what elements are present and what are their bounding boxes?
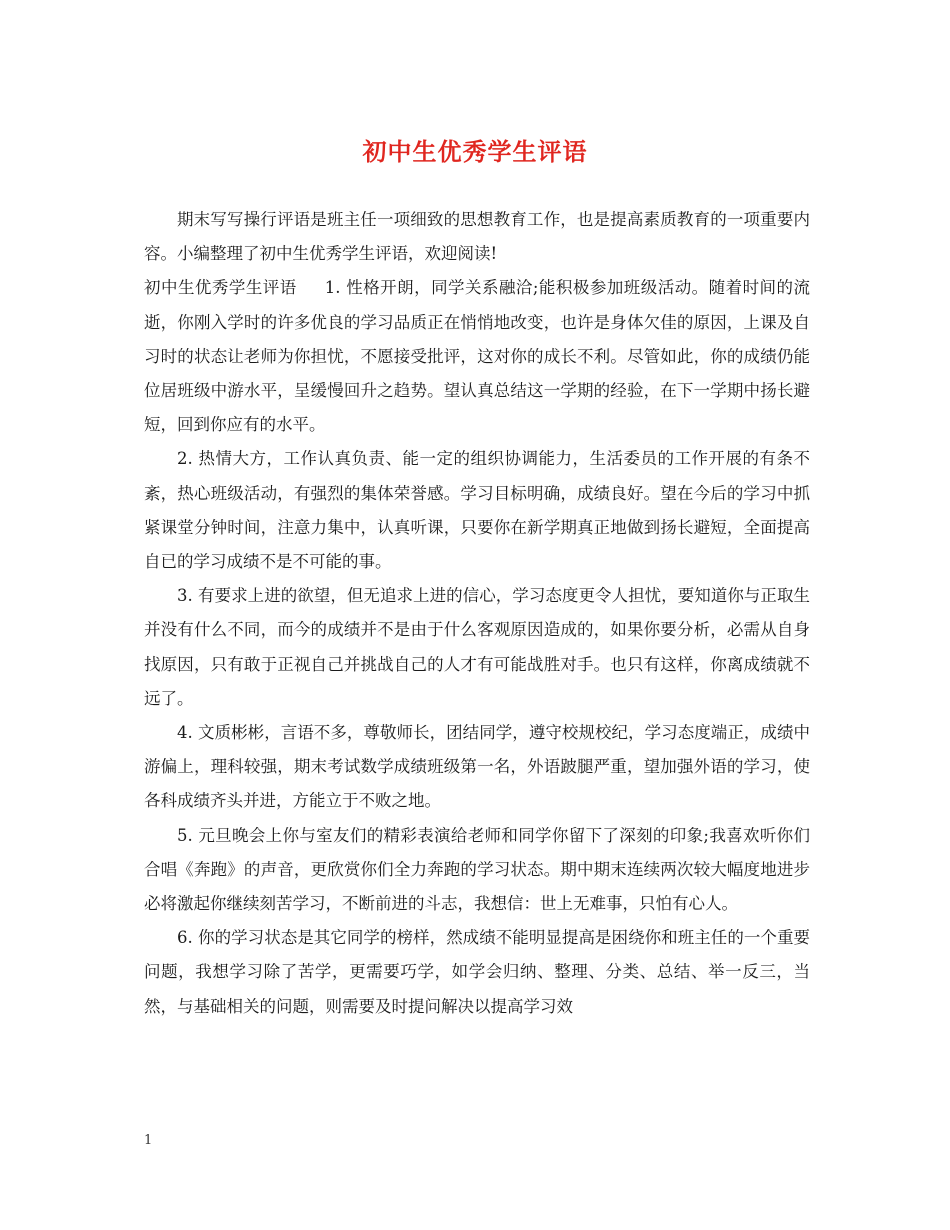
paragraph-item-3: 3. 有要求上进的欲望，但无追求上进的信心，学习态度更令人担忧，要知道你与正取生并没有什么不同，而今的成绩并不是由于什么客观原因造成的，如果你要分析，必需从自身找原因，只有敢于正视自己并挑战自己的人才有可能战胜对手。也只有这样，你离成绩就不远了。 [144, 586, 810, 708]
document-body [144, 203, 810, 1024]
paragraph-item-4: 4. 文质彬彬，言语不多，尊敬师长，团结同学，遵守校规校纪，学习态度端正，成绩中游偏上，理科较强，期末考试数学成绩班级第一名，外语跛腿严重，望加强外语的学习，使各科成绩齐头并进，方能立于不败之地。 [144, 723, 810, 811]
paragraph-item-1 [144, 271, 810, 442]
page-number: 1 [144, 1133, 153, 1148]
item-text-1: 1. 性格开朗，同学关系融洽;能积极参加班级活动。随着时间的流逝，你刚入学时的许多优良的学习品质正在悄悄地改变，也许是身体欠佳的原因，上课及自习时的状态让老师为你担忧，不愿接受批评，这对你的成长不利。尽管如此，你的成绩仍能位居班级中游水平，呈缓慢回升之趋势。望认真总结这一学期的经验，在下一学期中扬长避短，回到你应有的水平。 [144, 278, 811, 435]
document-title: 初中生优秀学生评语 [362, 137, 588, 166]
paragraph-item-6: 6. 你的学习状态是其它同学的榜样，然成绩不能明显提高是困绕你和班主任的一个重要问题，我想学习除了苦学，更需要巧学，如学会归纳、整理、分类、总结、举一反三，当然，与基础相关的问题，则需要及时提问解决以提高学习效 [144, 928, 810, 1016]
paragraph-item-2: 2. 热情大方，工作认真负责、能一定的组织协调能力，生活委员的工作开展的有条不紊，热心班级活动，有强烈的集体荣誉感。学习目标明确，成绩良好。望在今后的学习中抓紧课堂分钟时间，注意力集中，认真听课，只要你在新学期真正地做到扬长避短，全面提高自已的学习成绩不是不可能的事。 [144, 449, 810, 572]
paragraph-item-5: 5. 元旦晚会上你与室友们的精彩表演给老师和同学你留下了深刻的印象;我喜欢听你们合唱《奔跑》的声音，更欣赏你们全力奔跑的学习状态。期中期末连续两次较大幅度地进步必将激起你继续刻苦学习，不断前进的斗志，我想信：世上无难事，只怕有心人。 [144, 825, 810, 914]
section-label: 初中生优秀学生评语 [144, 278, 297, 298]
intro-paragraph: 期末写写操行评语是班主任一项细致的思想教育工作，也是提高素质教育的一项重要内容。小编整理了初中生优秀学生评语，欢迎阅读! [144, 210, 810, 264]
